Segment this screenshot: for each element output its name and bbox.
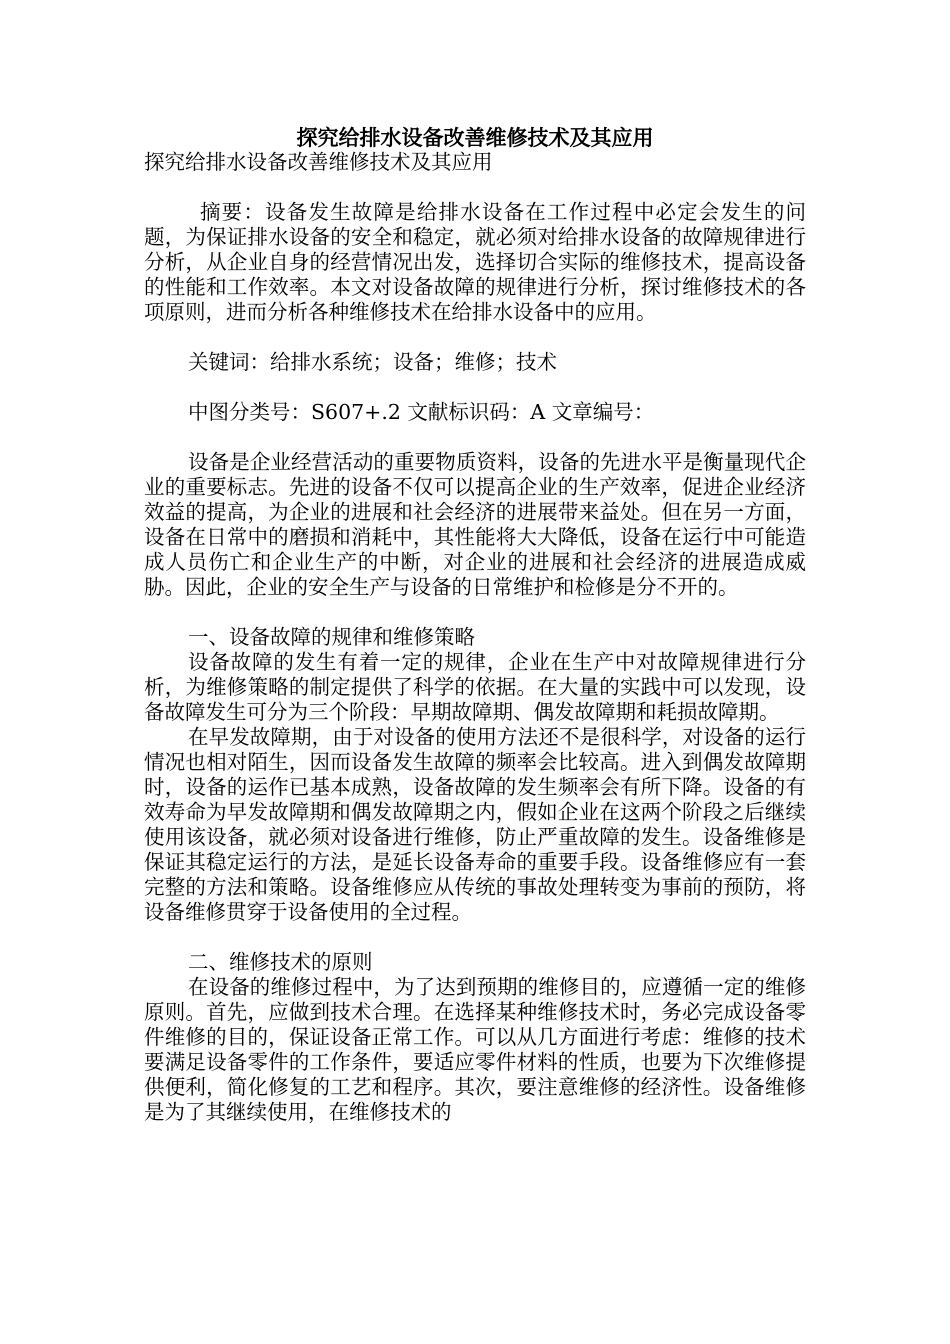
intro-paragraph: 设备是企业经营活动的重要物质资料，设备的先进水平是衡量现代企业的重要标志。先进的设备不仅可以提高企业的生产效率，促进企业经济效益的提高，为企业的进展和社会经济的进展带来益处。但在另一方面，设备在日常中的磨损和消耗中，其性能将大大降低，设备在运行中可能造成人员伤亡和企业生产的中断，对企业的进展和社会经济的进展造成威胁。因此，企业的安全生产与设备的日常维护和检修是分不开的。 <box>144 450 806 599</box>
blank-line <box>144 425 806 450</box>
section-2-paragraph-1: 在设备的维修过程中，为了达到预期的维修目的，应遵循一定的维修原则。首先，应做到技术合理。在选择某种维修技术时，务必完成设备零件维修的目的，保证设备正常工作。可以从几方面进行考虑：维修的技术要满足设备零件的工作条件，要适应零件材料的性质，也要为下次维修提供便利，简化修复的工艺和程序。其次，要注意维修的经济性。设备维修是为了其继续使用，在维修技术的 <box>144 975 806 1124</box>
section-1-paragraph-1: 设备故障的发生有着一定的规律，企业在生产中对故障规律进行分析，为维修策略的制定提供了科学的依据。在大量的实践中可以发现，设备故障发生可分为三个阶段：早期故障期、偶发故障期和耗损故障期。 <box>144 650 806 724</box>
section-1-heading: 一、设备故障的规律和维修策略 <box>188 625 475 649</box>
section-1-paragraph-2: 在早发故障期，由于对设备的使用方法还不是很科学，对设备的运行情况也相对陌生，因而设备发生故障的频率会比较高。进入到偶发故障期时，设备的运作已基本成熟，设备故障的发生频率会有所下降。设备的有效寿命为早发故障期和偶发故障期之内，假如企业在这两个阶段之后继续使用该设备，就必须对设备进行维修，防止严重故障的发生。设备维修是保证其稳定运行的方法，是延长设备寿命的重要手段。设备维修应有一套完整的方法和策略。设备维修应从传统的事故处理转变为事前的预防，将设备维修贯穿于设备使用的全过程。 <box>144 725 806 924</box>
keywords-line: 关键词：给排水系统；设备；维修；技术 <box>188 350 557 374</box>
document-subtitle: 探究给排水设备改善维修技术及其应用 <box>144 150 493 174</box>
classification-line: 中图分类号：S607+.2 文献标识码：A 文章编号： <box>188 400 655 424</box>
blank-line <box>144 375 806 400</box>
blank-line <box>144 325 806 350</box>
blank-line <box>144 600 806 625</box>
document-title: 探究给排水设备改善维修技术及其应用 <box>296 125 654 150</box>
blank-line <box>144 925 806 950</box>
abstract-paragraph: 摘要：设备发生故障是给排水设备在工作过程中必定会发生的问题，为保证排水设备的安全和稳定，就必须对给排水设备的故障规律进行分析，从企业自身的经营情况出发，选择切合实际的维修技术，提高设备的性能和工作效率。本文对设备故障的规律进行分析，探讨维修技术的各项原则，进而分析各种维修技术在给排水设备中的应用。 <box>144 200 806 324</box>
section-2-heading: 二、维修技术的原则 <box>188 950 373 974</box>
blank-line <box>144 175 806 200</box>
document-body <box>144 150 806 1125</box>
